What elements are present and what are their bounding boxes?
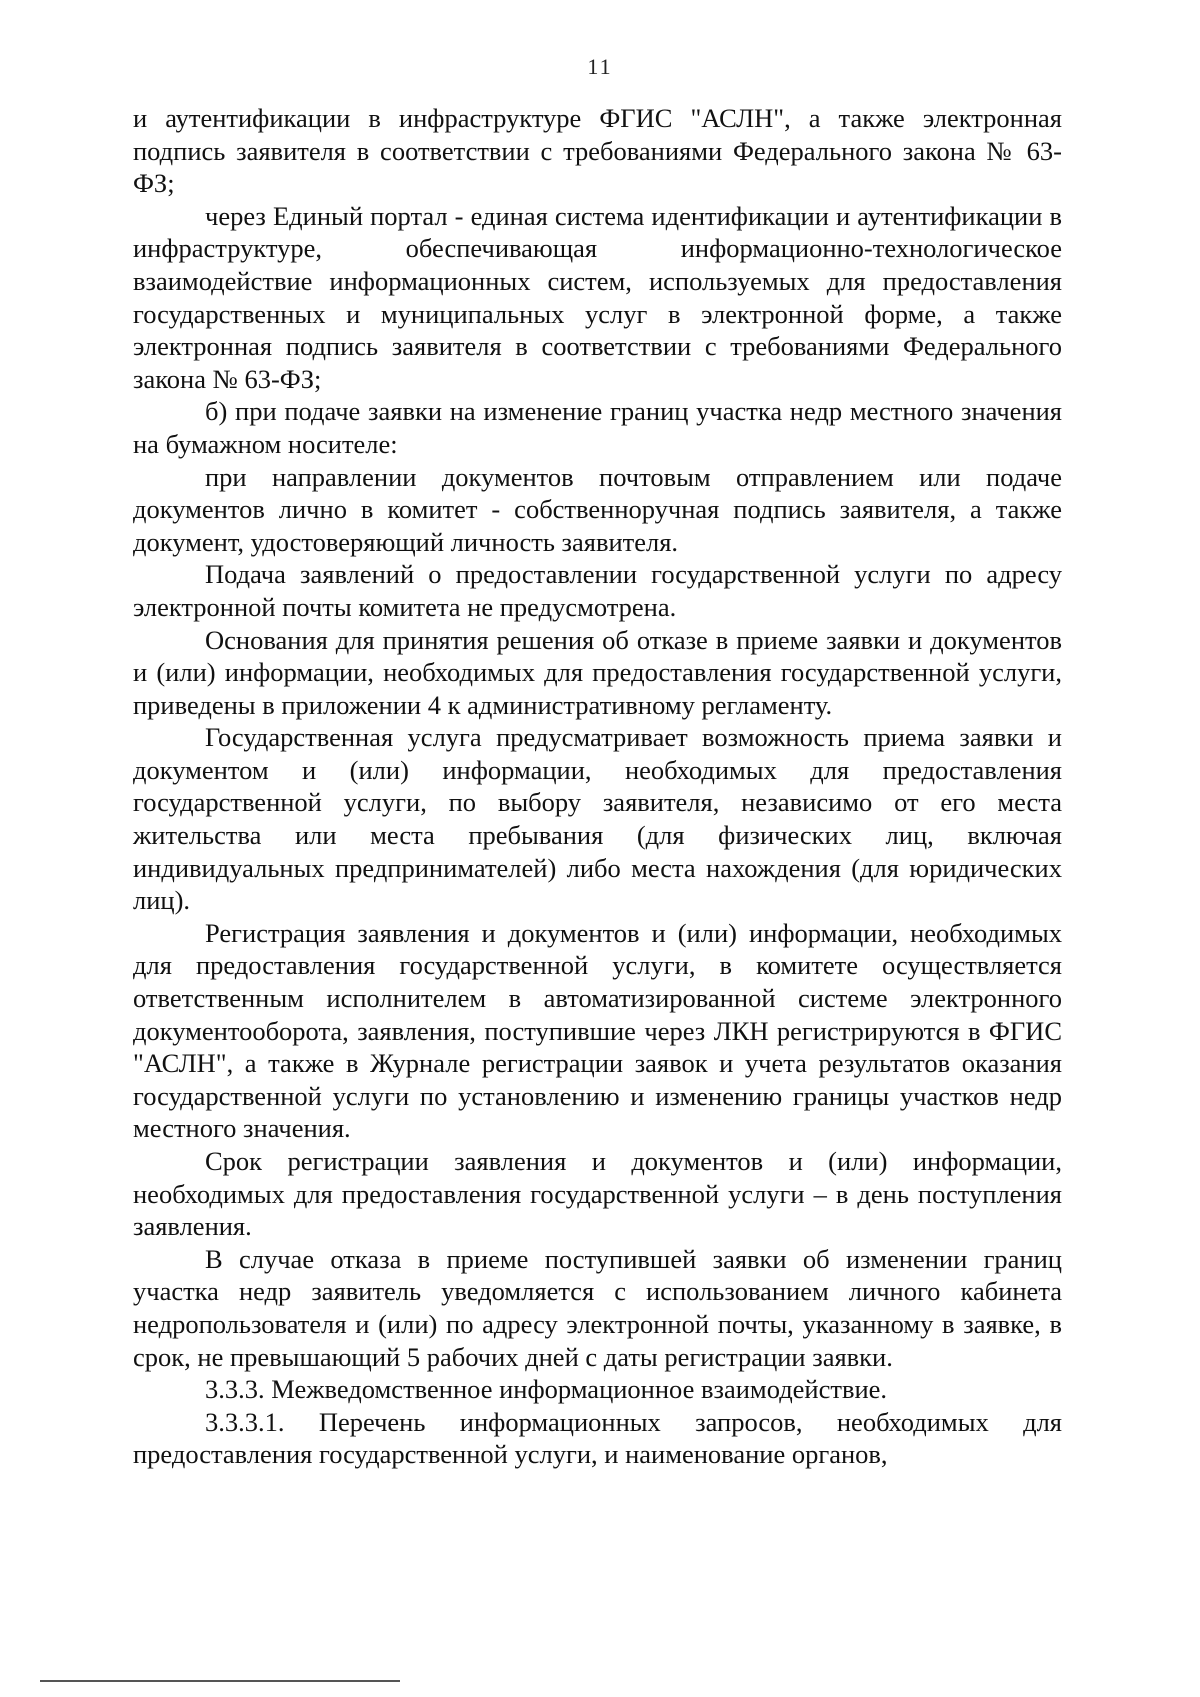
paragraph: Основания для принятия решения об отказе в приеме заявки и документов и (или) информации, необходимых для предоставления государственной услуги, приведены в приложении 4 к административному регламенту. <box>133 624 1062 720</box>
paragraph: через Единый портал - единая система идентификации и аутентификации в инфраструктуре, обеспечивающая информационно-технологическое взаимодействие информационных систем, используемых для предоставления государственных и муниципальных услуг в электронной форме, а также электронная подпись заявителя в соответствии с требованиями Федерального закона № 63-ФЗ; <box>133 200 1062 394</box>
document-body <box>133 102 1062 1471</box>
paragraph: Государственная услуга предусматривает возможность приема заявки и документом и (или) информации, необходимых для предоставления государственной услуги, по выбору заявителя, независимо от его места жительства или места пребывания (для физических лиц, включая индивидуальных предпринимателей) либо места нахождения (для юридических лиц). <box>133 722 1062 916</box>
scan-edge-line <box>40 1680 400 1682</box>
paragraph: при направлении документов почтовым отправлением или подаче документов лично в комитет - собственноручная подпись заявителя, а также документ, удостоверяющий личность заявителя. <box>133 461 1062 557</box>
paragraph: Подача заявлений о предоставлении государственной услуги по адресу электронной почты комитета не предусмотрена. <box>133 559 1062 622</box>
paragraph: В случае отказа в приеме поступившей заявки об изменении границ участка недр заявитель уведомляется с использованием личного кабинета недропользователя и (или) по адресу электронной почты, указанному в заявке, в срок, не превышающий 5 рабочих дней с даты регистрации заявки. <box>133 1243 1062 1372</box>
paragraph: 3.3.3. Межведомственное информационное взаимодействие. <box>205 1374 888 1405</box>
paragraph: Срок регистрации заявления и документов и (или) информации, необходимых для предоставления государственной услуги – в день поступления заявления. <box>133 1146 1062 1242</box>
paragraph: и аутентификации в инфраструктуре ФГИС "АСЛН", а также электронная подпись заявителя в соответствии с требованиями Федерального закона № 63-ФЗ; <box>133 103 1062 199</box>
paragraph: б) при подаче заявки на изменение границ участка недр местного значения на бумажном носителе: <box>133 396 1062 459</box>
page-number: 11 <box>587 54 613 79</box>
paragraph: 3.3.3.1. Перечень информационных запросов, необходимых для предоставления государственной услуги, и наименование органов, <box>133 1406 1062 1470</box>
paragraph: Регистрация заявления и документов и (или) информации, необходимых для предоставления государственной услуги, в комитете осуществляется ответственным исполнителем в автоматизированной системе электронного документооборота, заявления, поступившие через ЛКН регистрируются в ФГИС "АСЛН", а также в Журнале регистрации заявок и учета результатов оказания государственной услуги по установлению и изменению границы участков недр местного значения. <box>133 917 1062 1144</box>
